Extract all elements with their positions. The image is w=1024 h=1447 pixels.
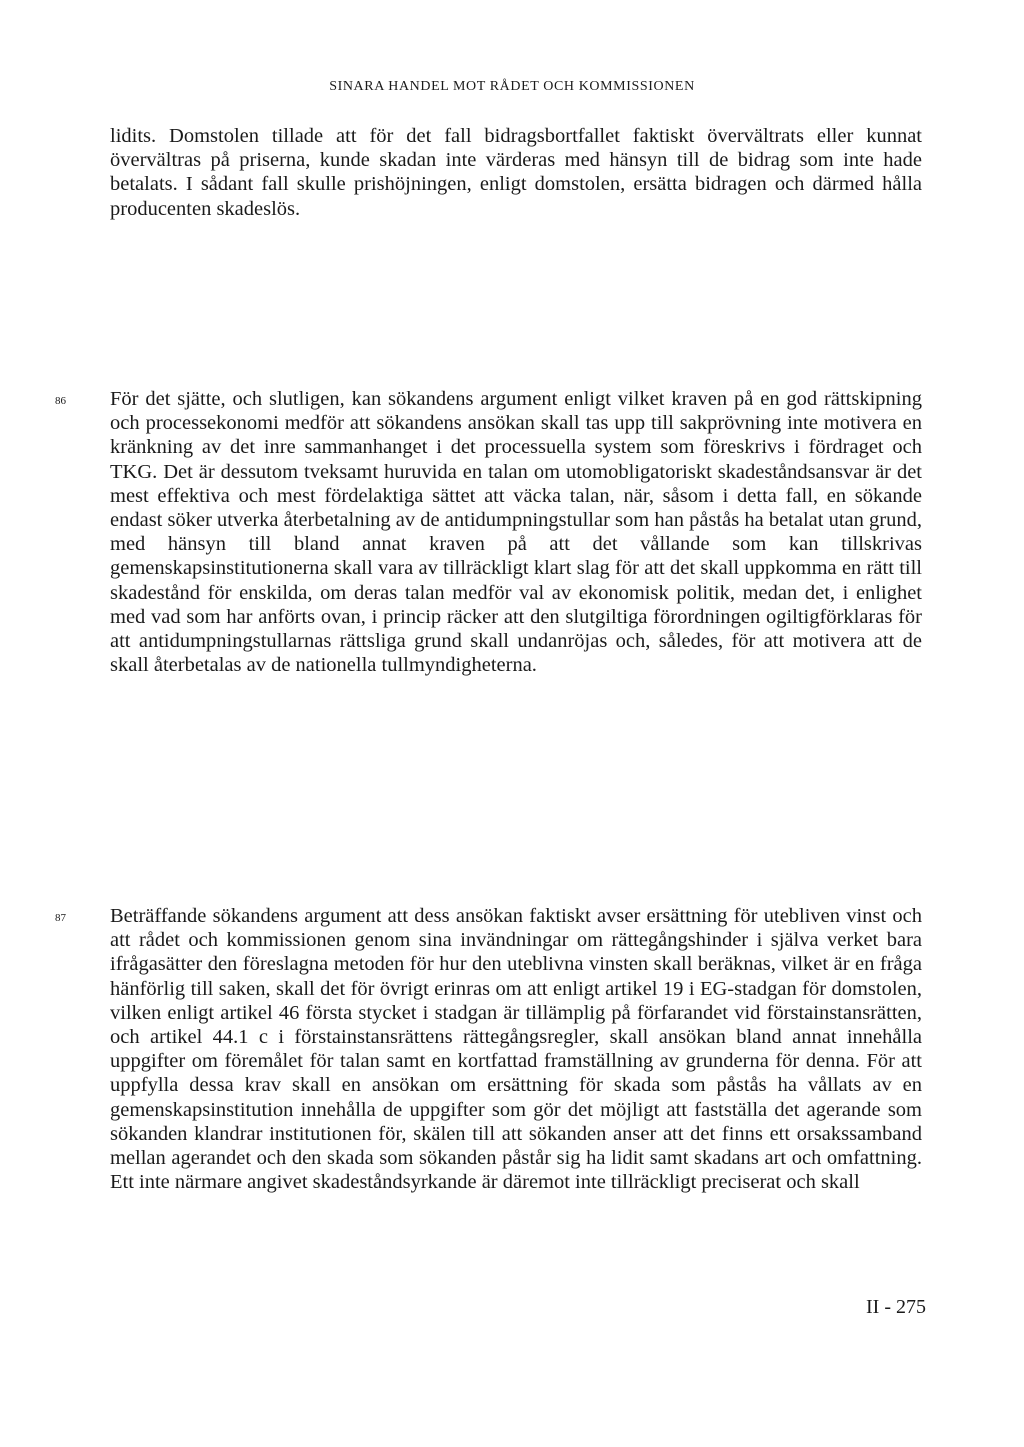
running-header: SINARA HANDEL MOT RÅDET OCH KOMMISSIONEN	[329, 79, 695, 94]
paragraph-number: 86	[55, 395, 66, 407]
paragraph-87: Beträffande sökandens argument att dess ansökan faktiskt avser ersättning för utebliven vinst och att rådet och kommissionen genom sina invändningar om rättegångshinder i själva verket bara ifrågasätter den föreslagna metoden för hur den uteblivna vinsten skall beräknas, vilket är en fråga hänförlig till saken, skall det för övrigt erinras om att enligt artikel 19 i EG-stadgan för domstolen, vilken enligt artikel 46 första stycket i stadgan är tillämplig på förfarandet vid förstainstansrätten, och artikel 44.1 c i förstainstansrättens rättegångsregler, skall ansökan bland annat innehålla uppgifter om föremålet för talan samt en kortfattad framställning av grunderna för denna. För att uppfylla dessa krav skall en ansökan om ersättning för skada som påstås ha vållats av en gemenskapsinstitution innehålla de uppgifter som gör det möjligt att fastställa det agerande som sökanden klandrar institutionen för, skälen till att sökanden anser att det finns ett orsakssamband mellan agerandet och den skada som sökanden påstår sig ha lidit samt skadans art och omfattning. Ett inte närmare angivet skadeståndsyrkande är däremot inte tillräckligt preciserat och skall	[110, 905, 922, 1194]
paragraph-continuation: lidits. Domstolen tillade att för det fall bidragsbortfallet faktiskt övervältrats eller kunnat övervältras på priserna, kunde skadan inte värderas med hänsyn till de bidrag som inte hade betalats. I sådant fall skulle prishöjningen, enligt domstolen, ersätta bidragen och därmed hålla producenten skadeslös.	[110, 125, 922, 220]
page-number: II - 275	[866, 1296, 926, 1318]
paragraph-number: 87	[55, 912, 66, 924]
paragraph-86: För det sjätte, och slutligen, kan sökandens argument enligt vilket kraven på en god rättskipning och processekonomi medför att sökandens ansökan skall tas upp till sakprövning inte motivera en kränkning av det inre sammanhanget i det processuella system som föreskrivs i fördraget och TKG. Det är dessutom tveksamt huruvida en talan om utomobligatoriskt skadeståndsansvar är det mest effektiva och mest fördelaktiga sättet att väcka talan, när, såsom i detta fall, en sökande endast söker utverka återbetalning av de antidumpningstullar som han påstås ha betalat utan grund, med hänsyn till bland annat kraven på att det vållande som kan tillskrivas gemenskapsinstitutionerna skall vara av tillräckligt klart slag för att det skall uppkomma en rätt till skadestånd för enskilda, om deras talan medför val av ekonomisk politik, medan det, i enlighet med vad som har anförts ovan, i princip räcker att den slutgiltiga förordningen ogiltigförklaras för att antidumpningstullarnas rättsliga grund skall undanröjas och, således, för att motivera att de skall återbetalas av de nationella tullmyndigheterna.	[110, 388, 922, 677]
